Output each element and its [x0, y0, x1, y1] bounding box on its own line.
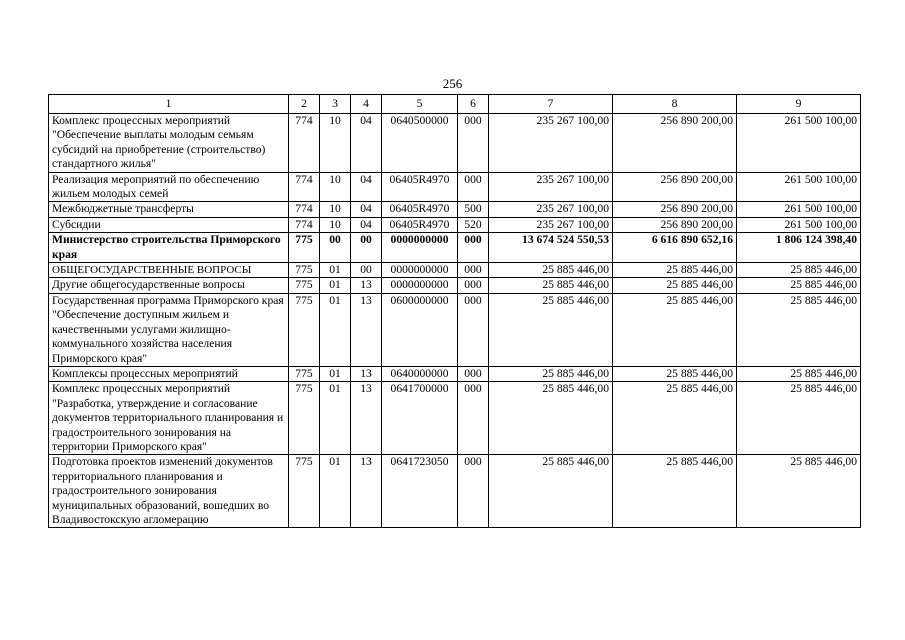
section-code-cell: 10 — [320, 172, 351, 202]
target-code-cell: 0000000000 — [382, 233, 458, 263]
target-code-cell: 0641723050 — [382, 455, 458, 528]
header-cell: 8 — [613, 95, 737, 114]
table-header-row — [49, 95, 861, 114]
amount-col8-cell: 25 885 446,00 — [613, 278, 737, 293]
amount-col9-cell: 25 885 446,00 — [737, 263, 861, 278]
header-cell: 6 — [458, 95, 489, 114]
amount-col8-cell: 25 885 446,00 — [613, 366, 737, 381]
ministry-code-cell: 774 — [289, 217, 320, 232]
header-cell: 2 — [289, 95, 320, 114]
expense-type-cell: 000 — [458, 293, 489, 366]
amount-col8-cell: 25 885 446,00 — [613, 455, 737, 528]
ministry-code-cell: 775 — [289, 233, 320, 263]
target-code-cell: 0641700000 — [382, 382, 458, 455]
amount-col9-cell: 261 500 100,00 — [737, 172, 861, 202]
ministry-code-cell: 775 — [289, 455, 320, 528]
row-name-cell: Межбюджетные трансферты — [49, 202, 289, 217]
amount-col9-cell: 25 885 446,00 — [737, 293, 861, 366]
row-name-cell: Подготовка проектов изменений документов территориального планирования и градостроительного зонирования муниципальных образований, вошедших во Владивостокскую агломерацию — [49, 455, 289, 528]
expense-type-cell: 000 — [458, 114, 489, 173]
row-name-cell: Реализация мероприятий по обеспечению жильем молодых семей — [49, 172, 289, 202]
amount-col7-cell: 25 885 446,00 — [489, 278, 613, 293]
target-code-cell: 06405R4970 — [382, 202, 458, 217]
subsection-code-cell: 00 — [351, 263, 382, 278]
table-row-ministry-total — [49, 233, 861, 263]
amount-col8-cell: 256 890 200,00 — [613, 114, 737, 173]
amount-col8-cell: 25 885 446,00 — [613, 263, 737, 278]
amount-col7-cell: 235 267 100,00 — [489, 202, 613, 217]
expense-type-cell: 000 — [458, 278, 489, 293]
ministry-code-cell: 775 — [289, 278, 320, 293]
expense-type-cell: 000 — [458, 172, 489, 202]
amount-col7-cell: 235 267 100,00 — [489, 172, 613, 202]
table-row — [49, 114, 861, 173]
amount-col7-cell: 13 674 524 550,53 — [489, 233, 613, 263]
subsection-code-cell: 04 — [351, 114, 382, 173]
amount-col9-cell: 261 500 100,00 — [737, 202, 861, 217]
section-code-cell: 01 — [320, 293, 351, 366]
header-cell: 5 — [382, 95, 458, 114]
row-name-cell: ОБЩЕГОСУДАРСТВЕННЫЕ ВОПРОСЫ — [49, 263, 289, 278]
expense-type-cell: 000 — [458, 366, 489, 381]
expense-type-cell: 500 — [458, 202, 489, 217]
subsection-code-cell: 04 — [351, 217, 382, 232]
amount-col9-cell: 25 885 446,00 — [737, 455, 861, 528]
section-code-cell: 10 — [320, 202, 351, 217]
target-code-cell: 0640000000 — [382, 366, 458, 381]
ministry-code-cell: 775 — [289, 293, 320, 366]
amount-col7-cell: 25 885 446,00 — [489, 263, 613, 278]
table-row — [49, 455, 861, 528]
section-code-cell: 01 — [320, 278, 351, 293]
page-number: 256 — [442, 76, 463, 91]
subsection-code-cell: 13 — [351, 455, 382, 528]
target-code-cell: 0000000000 — [382, 263, 458, 278]
ministry-code-cell: 775 — [289, 382, 320, 455]
target-code-cell: 0000000000 — [382, 278, 458, 293]
row-name-cell: Государственная программа Приморского края "Обеспечение доступным жильем и качественными услугами жилищно-коммунального хозяйства населения Приморского края" — [49, 293, 289, 366]
subsection-code-cell: 04 — [351, 202, 382, 217]
subsection-code-cell: 13 — [351, 382, 382, 455]
amount-col7-cell: 235 267 100,00 — [489, 217, 613, 232]
amount-col7-cell: 25 885 446,00 — [489, 455, 613, 528]
amount-col7-cell: 235 267 100,00 — [489, 114, 613, 173]
ministry-code-cell: 774 — [289, 114, 320, 173]
row-name-cell: Министерство строительства Приморского края — [49, 233, 289, 263]
section-code-cell: 01 — [320, 382, 351, 455]
expense-type-cell: 000 — [458, 382, 489, 455]
amount-col8-cell: 25 885 446,00 — [613, 382, 737, 455]
header-cell: 1 — [49, 95, 289, 114]
target-code-cell: 0600000000 — [382, 293, 458, 366]
subsection-code-cell: 00 — [351, 233, 382, 263]
amount-col8-cell: 256 890 200,00 — [613, 172, 737, 202]
section-code-cell: 01 — [320, 455, 351, 528]
section-code-cell: 01 — [320, 366, 351, 381]
row-name-cell: Комплекс процессных мероприятий "Обеспечение выплаты молодым семьям субсидий на приобретение (строительство) стандартного жилья" — [49, 114, 289, 173]
table-row — [49, 382, 861, 455]
table-row — [49, 202, 861, 217]
subsection-code-cell: 13 — [351, 293, 382, 366]
section-code-cell: 00 — [320, 233, 351, 263]
amount-col9-cell: 261 500 100,00 — [737, 114, 861, 173]
row-name-cell: Комплексы процессных мероприятий — [49, 366, 289, 381]
amount-col8-cell: 25 885 446,00 — [613, 293, 737, 366]
amount-col9-cell: 261 500 100,00 — [737, 217, 861, 232]
expense-type-cell: 520 — [458, 217, 489, 232]
table-row — [49, 263, 861, 278]
amount-col8-cell: 256 890 200,00 — [613, 202, 737, 217]
amount-col7-cell: 25 885 446,00 — [489, 293, 613, 366]
subsection-code-cell: 04 — [351, 172, 382, 202]
section-code-cell: 01 — [320, 263, 351, 278]
amount-col7-cell: 25 885 446,00 — [489, 366, 613, 381]
amount-col9-cell: 25 885 446,00 — [737, 382, 861, 455]
header-cell: 9 — [737, 95, 861, 114]
table-row — [49, 278, 861, 293]
target-code-cell: 06405R4970 — [382, 217, 458, 232]
target-code-cell: 06405R4970 — [382, 172, 458, 202]
ministry-code-cell: 775 — [289, 263, 320, 278]
table-row — [49, 293, 861, 366]
table-row — [49, 172, 861, 202]
table-row — [49, 217, 861, 232]
ministry-code-cell: 774 — [289, 202, 320, 217]
header-cell: 3 — [320, 95, 351, 114]
row-name-cell: Комплекс процессных мероприятий "Разработка, утверждение и согласование документов территориального планирования и градостроительного зонирования на территории Приморского края" — [49, 382, 289, 455]
amount-col8-cell: 6 616 890 652,16 — [613, 233, 737, 263]
expense-type-cell: 000 — [458, 263, 489, 278]
header-cell: 4 — [351, 95, 382, 114]
section-code-cell: 10 — [320, 114, 351, 173]
budget-table — [48, 94, 861, 528]
amount-col9-cell: 25 885 446,00 — [737, 278, 861, 293]
amount-col9-cell: 1 806 124 398,40 — [737, 233, 861, 263]
section-code-cell: 10 — [320, 217, 351, 232]
amount-col7-cell: 25 885 446,00 — [489, 382, 613, 455]
subsection-code-cell: 13 — [351, 278, 382, 293]
subsection-code-cell: 13 — [351, 366, 382, 381]
row-name-cell: Другие общегосударственные вопросы — [49, 278, 289, 293]
expense-type-cell: 000 — [458, 233, 489, 263]
expense-type-cell: 000 — [458, 455, 489, 528]
amount-col8-cell: 256 890 200,00 — [613, 217, 737, 232]
target-code-cell: 0640500000 — [382, 114, 458, 173]
amount-col9-cell: 25 885 446,00 — [737, 366, 861, 381]
row-name-cell: Субсидии — [49, 217, 289, 232]
header-cell: 7 — [489, 95, 613, 114]
table-row — [49, 366, 861, 381]
ministry-code-cell: 774 — [289, 172, 320, 202]
ministry-code-cell: 775 — [289, 366, 320, 381]
